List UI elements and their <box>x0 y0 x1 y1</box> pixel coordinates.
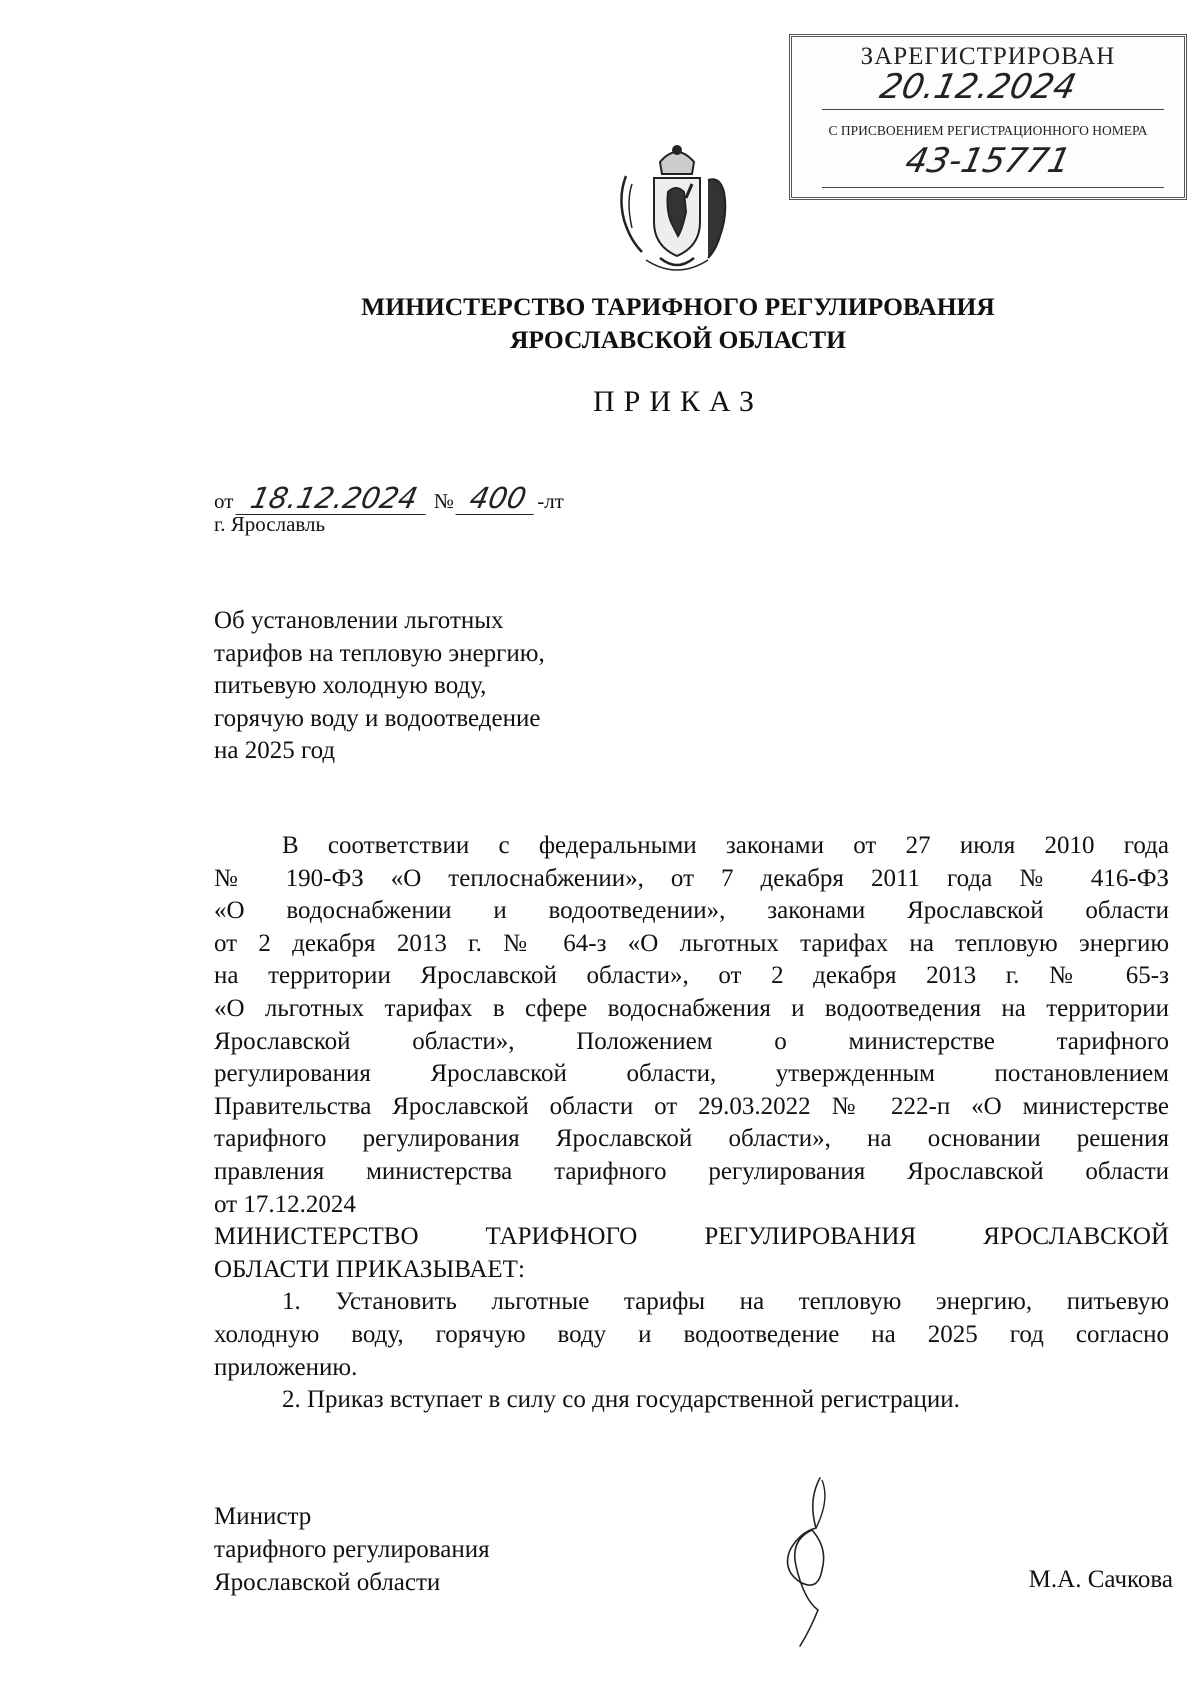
preamble-line: «О льготных тарифах в сфере водоснабжения и водоотведения на территории <box>214 994 1169 1022</box>
signatory-role-line: Министр <box>214 1503 312 1530</box>
signatory-role-line: Ярославской области <box>214 1569 441 1596</box>
handwritten-order-number: 400 <box>456 482 541 515</box>
preamble-line: правления министерства тарифного регулирования Ярославской области <box>214 1157 1169 1185</box>
subject-line: горячую воду и водоотведение <box>214 704 541 732</box>
item1-line: 1. Установить льготные тарифы на тепловую энергию, питьевую <box>282 1288 1169 1316</box>
preamble-line: Ярославской области», Положением о министерстве тарифного <box>214 1027 1169 1055</box>
order-body <box>214 830 1169 1417</box>
subject-line: на 2025 год <box>214 737 336 764</box>
preamble-line: тарифного регулирования Ярославской области», на основании решения <box>214 1125 1169 1153</box>
ministry-title-line1: МИНИСТЕРСТВО ТАРИФНОГО РЕГУЛИРОВАНИЯ <box>361 292 995 321</box>
stamp-divider <box>822 187 1164 188</box>
stamp-registered-label: ЗАРЕГИСТРИРОВАН <box>860 43 1116 70</box>
stamp-divider <box>822 109 1164 110</box>
preamble-line: № 190-ФЗ «О теплоснабжении», от 7 декабря 2011 года № 416-ФЗ <box>214 864 1169 892</box>
orders-line: МИНИСТЕРСТВО ТАРИФНОГО РЕГУЛИРОВАНИЯ ЯРОСЛАВСКОЙ <box>214 1223 1169 1251</box>
number-suffix: -лт <box>537 489 564 513</box>
handwritten-order-date: 18.12.2024 <box>235 482 432 515</box>
registration-stamp <box>789 34 1187 200</box>
item1-line: холодную воду, горячую воду и водоотведение на 2025 год согласно <box>214 1320 1169 1348</box>
signatory-name: М.А. Сачкова <box>1028 1566 1173 1593</box>
preamble-line: на территории Ярославской области», от 2 декабря 2013 г. № 65-з <box>214 962 1169 990</box>
item1-line: приложению. <box>214 1353 358 1381</box>
number-sign: № <box>433 489 454 513</box>
subject-line: Об установлении льготных <box>214 607 504 634</box>
stamp-number-caption: С ПРИСВОЕНИЕМ РЕГИСТРАЦИОННОГО НОМЕРА <box>828 123 1148 138</box>
coat-of-arms-icon <box>612 140 742 280</box>
signatory-position <box>214 1500 490 1599</box>
order-date-line <box>214 482 564 515</box>
order-subject <box>214 605 614 768</box>
preamble-line: Правительства Ярославской области от 29.03.2022 № 222-п «О министерстве <box>214 1092 1169 1120</box>
preamble-line: регулирования Ярославской области, утвержденным постановлением <box>214 1060 1169 1088</box>
handwritten-signature <box>760 1470 880 1650</box>
subject-line: питьевую холодную воду, <box>214 672 487 699</box>
stamp-registered-date: 20.12.2024 <box>876 67 1080 107</box>
date-prefix: от <box>214 489 234 513</box>
item2-line: 2. Приказ вступает в силу со дня государственной регистрации. <box>282 1386 960 1414</box>
stamp-registration-number: 43-15771 <box>901 141 1075 181</box>
preamble-line: от 17.12.2024 <box>214 1190 356 1218</box>
preamble-line: В соответствии с федеральными законами от 27 июля 2010 года <box>282 832 1169 859</box>
ministry-title-line2: ЯРОСЛАВСКОЙ ОБЛАСТИ <box>510 325 846 354</box>
subject-line: тарифов на тепловую энергию, <box>214 639 545 667</box>
preamble-line: «О водоснабжении и водоотведении», законами Ярославской области <box>214 897 1169 925</box>
city: г. Ярославль <box>214 512 326 536</box>
signatory-role-line: тарифного регулирования <box>214 1536 490 1563</box>
preamble-line: от 2 декабря 2013 г. № 64-з «О льготных тарифах на тепловую энергию <box>214 929 1169 957</box>
orders-line: ОБЛАСТИ ПРИКАЗЫВАЕТ: <box>214 1255 525 1283</box>
document-type: ПРИКАЗ <box>593 385 763 418</box>
